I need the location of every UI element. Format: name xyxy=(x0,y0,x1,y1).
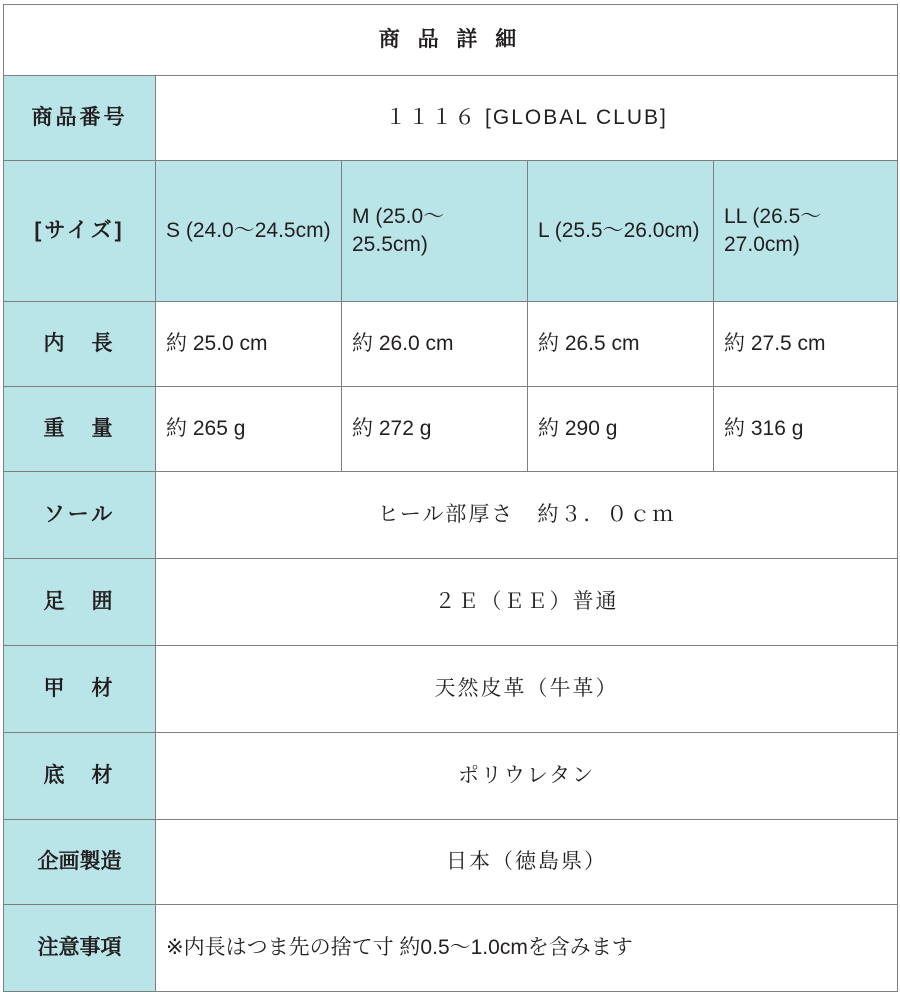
row-label-outsole-material: 底 材 xyxy=(4,733,156,820)
inner-length-l: 約 26.5 cm xyxy=(528,302,714,387)
table-row-product-number xyxy=(4,76,898,161)
row-value-outsole-material: ポリウレタン xyxy=(156,733,898,820)
row-label-weight: 重 量 xyxy=(4,387,156,472)
table-row-origin xyxy=(4,820,898,905)
row-label-size: [サイズ] xyxy=(4,161,156,302)
weight-l: 約 290 g xyxy=(528,387,714,472)
table-row-upper-material xyxy=(4,646,898,733)
row-label-sole: ソール xyxy=(4,472,156,559)
row-label-foot-width: 足 囲 xyxy=(4,559,156,646)
table-row-size xyxy=(4,161,898,302)
row-value-product-number: １１１６ [GLOBAL CLUB] xyxy=(156,76,898,161)
row-value-foot-width: ２Ｅ（ＥＥ）普通 xyxy=(156,559,898,646)
size-header-s: S (24.0～24.5cm) xyxy=(156,161,342,302)
table-row-foot-width xyxy=(4,559,898,646)
table-row-sole xyxy=(4,472,898,559)
table-row-inner-length xyxy=(4,302,898,387)
row-label-product-number: 商品番号 xyxy=(4,76,156,161)
row-value-notes: ※内長はつま先の捨て寸 約0.5～1.0cmを含みます xyxy=(156,905,898,992)
row-label-notes: 注意事項 xyxy=(4,905,156,992)
inner-length-m: 約 26.0 cm xyxy=(342,302,528,387)
inner-length-ll: 約 27.5 cm xyxy=(714,302,898,387)
table-row-weight xyxy=(4,387,898,472)
weight-ll: 約 316 g xyxy=(714,387,898,472)
row-label-origin: 企画製造 xyxy=(4,820,156,905)
size-header-l: L (25.5～26.0cm) xyxy=(528,161,714,302)
row-value-origin: 日本（徳島県） xyxy=(156,820,898,905)
product-spec-table xyxy=(3,4,898,992)
row-value-upper-material: 天然皮革（牛革） xyxy=(156,646,898,733)
table-row-outsole-material xyxy=(4,733,898,820)
row-label-upper-material: 甲 材 xyxy=(4,646,156,733)
row-label-inner-length: 内 長 xyxy=(4,302,156,387)
weight-s: 約 265 g xyxy=(156,387,342,472)
inner-length-s: 約 25.0 cm xyxy=(156,302,342,387)
table-row-title xyxy=(4,5,898,76)
table-row-notes xyxy=(4,905,898,992)
size-header-m: M (25.0～25.5cm) xyxy=(342,161,528,302)
size-header-ll: LL (26.5～27.0cm) xyxy=(714,161,898,302)
page-title: 商 品 詳 細 xyxy=(4,5,898,76)
weight-m: 約 272 g xyxy=(342,387,528,472)
row-value-sole: ヒール部厚さ 約３．０ｃｍ xyxy=(156,472,898,559)
